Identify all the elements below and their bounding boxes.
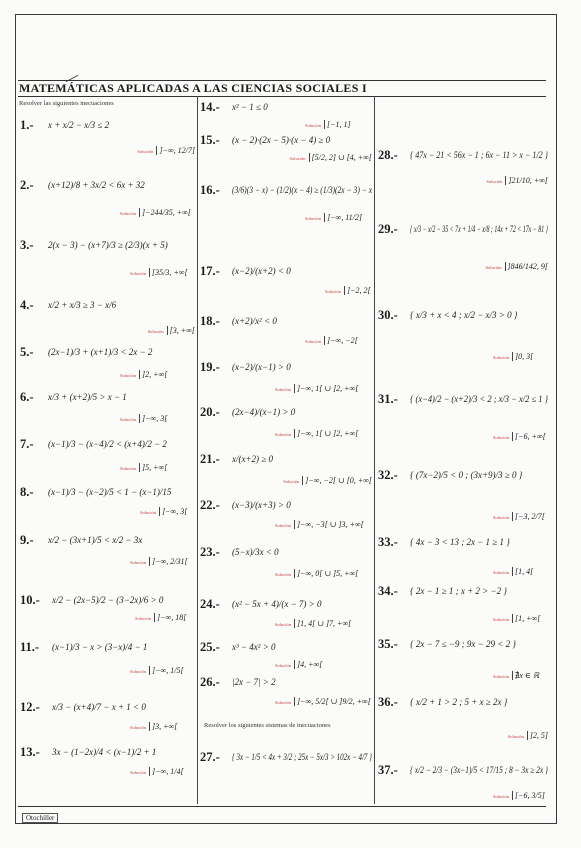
solution bbox=[493, 512, 545, 521]
problem-number: 37.- bbox=[378, 763, 398, 777]
solution-value: [−6, +∞[ bbox=[512, 432, 546, 441]
solution bbox=[130, 268, 188, 277]
solution-value: ]−∞, 3[ bbox=[139, 414, 167, 423]
solution-label: Solución bbox=[275, 621, 292, 627]
problem-number: 31.- bbox=[378, 392, 398, 406]
problem-number: 27.- bbox=[200, 750, 220, 764]
problem-expression: (x−3)/(x+3) > 0 bbox=[232, 500, 291, 510]
problem-number: 11.- bbox=[20, 640, 40, 654]
problem-number: 25.- bbox=[200, 640, 220, 654]
problem-number: 22.- bbox=[200, 498, 220, 512]
solution-label: Solución bbox=[493, 793, 510, 799]
solution-value: ]−∞, 11/2] bbox=[324, 213, 362, 222]
problem-expression: x/(x+2) ≥ 0 bbox=[232, 454, 273, 464]
solution bbox=[120, 414, 167, 423]
instructions-inequalities: Resolver las siguientes inecuaciones bbox=[19, 100, 114, 107]
problem-expression: 3x − (1−2x)/4 < (x−1)/2 + 1 bbox=[52, 747, 157, 757]
problem-number: 36.- bbox=[378, 695, 398, 709]
problem-expression: (x − 2)·(2x − 5)·(x − 4) ≥ 0 bbox=[232, 135, 331, 145]
solution-value: ]−∞, 1/5[ bbox=[149, 666, 184, 675]
solution bbox=[275, 429, 358, 438]
solution-label: Solución bbox=[275, 522, 292, 528]
solution-value: [−1, 1] bbox=[324, 120, 351, 129]
problem-expression: { 2x − 7 ≤ −9 ; 9x − 29 < 2 } bbox=[410, 639, 516, 649]
solution bbox=[130, 557, 188, 566]
solution-value: [−3, 2/7[ bbox=[512, 512, 545, 521]
column-divider-2 bbox=[374, 96, 375, 804]
solution-label: Solución bbox=[275, 662, 292, 668]
solution-label: Solución bbox=[275, 699, 292, 705]
problem-expression: x³ − 4x² > 0 bbox=[232, 642, 276, 652]
problem-number: 3.- bbox=[20, 238, 34, 252]
problem-expression: { x/3 + x < 4 ; x/2 − x/3 > 0 } bbox=[410, 310, 518, 320]
solution bbox=[493, 791, 545, 800]
problem-expression: { 3x − 1/5 < 4x + 3/2 ; 25x − 5x/3 > 102x − 4/7 } bbox=[232, 752, 372, 762]
solution-value: ]5, +∞[ bbox=[139, 463, 167, 472]
solution bbox=[486, 176, 548, 185]
solution-value: ]2, +∞[ bbox=[139, 370, 167, 379]
problem-expression: 2(x − 3) − (x+7)/3 ≥ (2/3)(x + 5) bbox=[48, 240, 168, 250]
solution-value: ]−∞, 1/4[ bbox=[149, 767, 184, 776]
solution-value: [5/2, 2] ∪ [4, +∞[ bbox=[309, 153, 372, 162]
solution bbox=[275, 520, 364, 529]
solution bbox=[137, 146, 195, 155]
solution bbox=[305, 336, 358, 345]
solution bbox=[275, 697, 371, 706]
problem-number: 1.- bbox=[20, 118, 34, 132]
problem-number: 28.- bbox=[378, 148, 398, 162]
solution-label: Solución bbox=[275, 431, 292, 437]
problem-expression: (2x−1)/3 + (x+1)/3 < 2x − 2 bbox=[48, 347, 153, 357]
solution bbox=[120, 370, 167, 379]
solution-value: ]−∞, 0[ ∪ ]5, +∞[ bbox=[294, 569, 358, 578]
solution-value: ]−∞, 2/31[ bbox=[149, 557, 188, 566]
solution-value: ]3, +∞[ bbox=[149, 722, 177, 731]
solution bbox=[305, 213, 362, 222]
problem-number: 35.- bbox=[378, 637, 398, 651]
solution-label: Solución bbox=[120, 465, 137, 471]
problem-expression: (x² − 5x + 4)/(x − 7) > 0 bbox=[232, 599, 322, 609]
solution-label: Solución bbox=[305, 215, 322, 221]
title-bottom-rule bbox=[18, 96, 546, 97]
solution-value: ]−∞, 18[ bbox=[154, 613, 186, 622]
problem-number: 23.- bbox=[200, 545, 220, 559]
solution-value: [1, 4[ bbox=[512, 567, 533, 576]
problem-expression: |2x − 7| > 2 bbox=[232, 677, 276, 687]
problem-number: 17.- bbox=[200, 264, 220, 278]
problem-expression: { (x−4)/2 − (x+2)/3 < 2 ; x/3 − x/2 ≤ 1 } bbox=[410, 394, 548, 404]
problem-number: 12.- bbox=[20, 700, 40, 714]
solution-label: Solución bbox=[486, 178, 503, 184]
problem-expression: { x/3 − x/2 − 35 < 7x + 1/4 − x/8 ; 14x + 72 < 17x − 81 } bbox=[410, 224, 549, 234]
problem-number: 20.- bbox=[200, 405, 220, 419]
problem-expression: { 4x − 3 < 13 ; 2x − 1 ≥ 1 } bbox=[410, 537, 510, 547]
solution-label: Solución bbox=[493, 616, 510, 622]
problem-expression: { x/2 − 2/3 − (3x−1)/5 < 17/15 ; 8 − 3x ≥ 2x } bbox=[410, 765, 549, 775]
problem-expression: (x−1)/3 − (x−4)/2 < (x+4)/2 − 2 bbox=[48, 439, 167, 449]
solution-label: Solución bbox=[135, 615, 152, 621]
solution-label: Solución bbox=[493, 673, 510, 679]
solution bbox=[275, 619, 351, 628]
problem-number: 4.- bbox=[20, 298, 34, 312]
solution bbox=[135, 613, 186, 622]
solution-value: [−6, 3/5] bbox=[512, 791, 545, 800]
solution bbox=[130, 722, 177, 731]
solution-label: Solución bbox=[120, 372, 137, 378]
solution bbox=[493, 614, 540, 623]
problem-expression: x + x/2 − x/3 ≤ 2 bbox=[48, 120, 110, 130]
problem-expression: { 47x − 21 < 56x − 1 ; 6x − 11 > x − 1/2 } bbox=[410, 150, 548, 160]
solution bbox=[486, 262, 548, 271]
problem-expression: (2x−4)/(x−1) > 0 bbox=[232, 407, 296, 417]
solution-label: Solución bbox=[130, 559, 147, 565]
solution-value: ]1, 4[ ∪ ]7, +∞[ bbox=[294, 619, 351, 628]
solution-label: Solución bbox=[120, 210, 137, 216]
problem-number: 2.- bbox=[20, 178, 34, 192]
solution-label: Solución bbox=[325, 288, 342, 294]
problem-number: 26.- bbox=[200, 675, 220, 689]
problem-number: 14.- bbox=[200, 100, 220, 114]
solution bbox=[283, 476, 372, 485]
solution-value: ]−∞, 1[ ∪ ]2, +∞[ bbox=[294, 429, 358, 438]
solution-label: Solución bbox=[130, 724, 147, 730]
solution-label: Solución bbox=[493, 354, 510, 360]
instructions-systems: Resolver los siguientes sistemas de inecuaciones bbox=[204, 722, 331, 729]
problem-expression: { (7x−2)/5 < 0 ; (3x+9)/3 ≥ 0 } bbox=[410, 470, 523, 480]
bottom-rule bbox=[18, 806, 546, 807]
solution-label: Solución bbox=[137, 148, 154, 154]
problem-expression: x/2 + x/3 ≥ 3 − x/6 bbox=[48, 300, 117, 310]
problem-number: 8.- bbox=[20, 485, 34, 499]
solution bbox=[493, 567, 533, 576]
solution-label: Solución bbox=[283, 478, 300, 484]
problem-number: 24.- bbox=[200, 597, 220, 611]
problem-number: 5.- bbox=[20, 345, 34, 359]
solution bbox=[120, 463, 167, 472]
problem-expression: (x+2)/x² < 0 bbox=[232, 316, 277, 326]
problem-number: 29.- bbox=[378, 222, 398, 236]
solution-label: Solución bbox=[275, 386, 292, 392]
solution-label: Solución bbox=[289, 155, 306, 161]
problem-expression: x/2 − (3x+1)/5 < x/2 − 3x bbox=[48, 535, 143, 545]
solution-label: Solución bbox=[147, 328, 164, 334]
column-divider-1 bbox=[197, 96, 198, 804]
solution-value: ]21/10, +∞[ bbox=[505, 176, 548, 185]
solution-label: Solución bbox=[120, 416, 137, 422]
problem-expression: (x+12)/8 + 3x/2 < 6x + 32 bbox=[48, 180, 145, 190]
solution bbox=[130, 666, 184, 675]
solution-value: ]−∞, 5/2[ ∪ ]9/2, +∞[ bbox=[294, 697, 371, 706]
problem-number: 15.- bbox=[200, 133, 220, 147]
solution-value: ]−∞, −2[ bbox=[324, 336, 358, 345]
problem-number: 10.- bbox=[20, 593, 40, 607]
solution bbox=[275, 384, 358, 393]
solution bbox=[148, 326, 195, 335]
solution bbox=[493, 352, 533, 361]
problem-number: 18.- bbox=[200, 314, 220, 328]
solution-value: ]2, 5] bbox=[527, 731, 548, 740]
problem-expression: (5−x)/3x < 0 bbox=[232, 547, 279, 557]
problem-number: 19.- bbox=[200, 360, 220, 374]
solution-label: Solución bbox=[140, 509, 157, 515]
problem-number: 13.- bbox=[20, 745, 40, 759]
problem-number: 6.- bbox=[20, 390, 34, 404]
problem-expression: { x/2 + 1 > 2 ; 5 + x ≥ 2x } bbox=[410, 697, 508, 707]
solution bbox=[275, 660, 322, 669]
solution bbox=[140, 507, 187, 516]
solution-label: Solución bbox=[130, 270, 147, 276]
problem-number: 16.- bbox=[200, 183, 220, 197]
solution-value: ∄x ∈ ℝ bbox=[512, 671, 539, 680]
solution-value: [3, +∞[ bbox=[167, 326, 195, 335]
problem-expression: x/2 − (2x−5)/2 − (3−2x)/6 > 0 bbox=[52, 595, 164, 605]
problem-expression: (3/6)(3 − x) − (1/2)(x − 4) ≥ (1/3)(2x − 3) − x bbox=[232, 185, 373, 195]
solution-value: ]−∞, −3[ ∪ ]3, +∞[ bbox=[294, 520, 364, 529]
solution-value: ]−∞, 1[ ∪ ]2, +∞[ bbox=[294, 384, 358, 393]
solution-value: ]−2, 2[ bbox=[344, 286, 371, 295]
problem-number: 7.- bbox=[20, 437, 34, 451]
solution-value: ]846/142, 9[ bbox=[505, 262, 548, 271]
footer-credit: Otochiller bbox=[22, 813, 58, 823]
problem-number: 32.- bbox=[378, 468, 398, 482]
solution-label: Solución bbox=[493, 514, 510, 520]
solution-value: ]4, +∞[ bbox=[294, 660, 322, 669]
solution-label: Solución bbox=[130, 668, 147, 674]
problem-number: 30.- bbox=[378, 308, 398, 322]
problem-expression: (x−2)/(x−1) > 0 bbox=[232, 362, 291, 372]
solution bbox=[305, 120, 351, 129]
solution-value: ]−244/35, +∞[ bbox=[139, 208, 191, 217]
solution bbox=[493, 432, 546, 441]
solution bbox=[120, 208, 191, 217]
solution bbox=[325, 286, 371, 295]
solution bbox=[130, 767, 184, 776]
problem-expression: (x−1)/3 − (x−2)/5 < 1 − (x−1)/15 bbox=[48, 487, 172, 497]
solution-label: Solución bbox=[493, 434, 510, 440]
solution-value: [35/3, +∞[ bbox=[149, 268, 188, 277]
problem-expression: (x−1)/3 − x > (3−x)/4 − 1 bbox=[52, 642, 148, 652]
solution-label: Solución bbox=[130, 769, 147, 775]
solution-value: [1, +∞[ bbox=[512, 614, 540, 623]
solution bbox=[493, 671, 539, 680]
page-title: MATEMÁTICAS APLICADAS A LAS CIENCIAS SOCIALES I bbox=[19, 81, 367, 95]
problem-number: 34.- bbox=[378, 584, 398, 598]
solution bbox=[275, 569, 358, 578]
problem-number: 33.- bbox=[378, 535, 398, 549]
problem-expression: x/3 + (x+2)/5 > x − 1 bbox=[48, 392, 127, 402]
problem-expression: (x−2)/(x+2) < 0 bbox=[232, 266, 291, 276]
solution-value: ]0, 3[ bbox=[512, 352, 533, 361]
problem-expression: x² − 1 ≤ 0 bbox=[232, 102, 268, 112]
solution bbox=[290, 153, 373, 162]
solution-value: ]−∞, −2[ ∪ [0, +∞[ bbox=[302, 476, 372, 485]
solution-value: ]−∞, 12/7] bbox=[156, 146, 195, 155]
solution-label: Solución bbox=[275, 571, 292, 577]
solution-label: Solución bbox=[507, 733, 524, 739]
problem-expression: { 2x − 1 ≥ 1 ; x + 2 > −2 } bbox=[410, 586, 507, 596]
problem-number: 21.- bbox=[200, 452, 220, 466]
solution-label: Solución bbox=[305, 122, 322, 128]
problem-expression: x/3 − (x+4)/7 − x + 1 < 0 bbox=[52, 702, 146, 712]
solution-value: ]−∞, 3[ bbox=[159, 507, 187, 516]
solution-label: Solución bbox=[305, 338, 322, 344]
problem-number: 9.- bbox=[20, 533, 34, 547]
solution-label: Solución bbox=[485, 264, 502, 270]
solution bbox=[508, 731, 548, 740]
solution-label: Solución bbox=[493, 569, 510, 575]
